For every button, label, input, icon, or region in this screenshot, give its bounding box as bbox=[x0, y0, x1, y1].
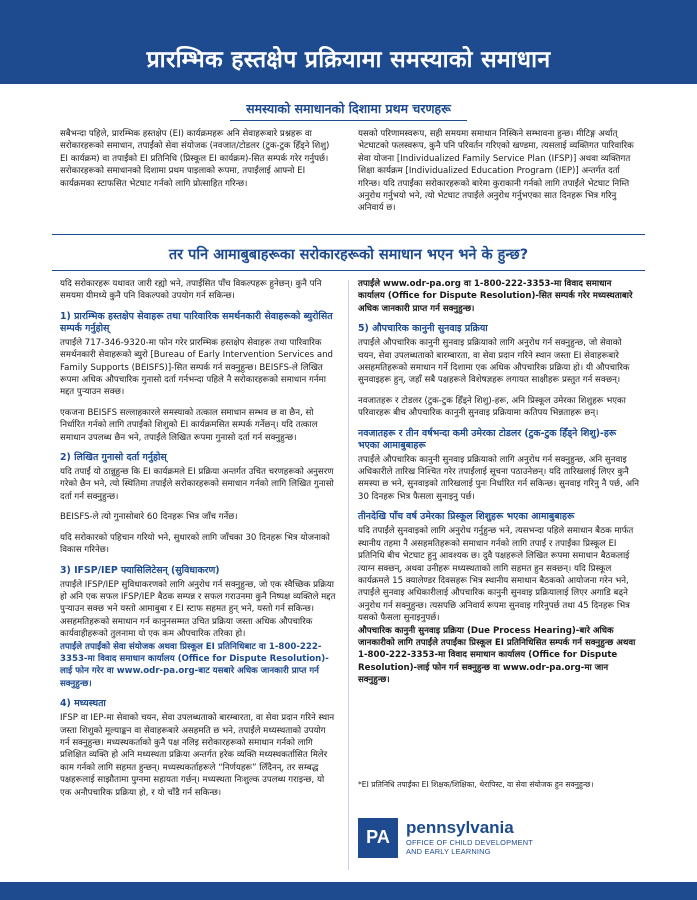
infant-toddler-heading: नवजातहरू र तीन वर्षभन्दा कमी उमेरका टोडलर (टुक-टुक हिँड्ने शिशु)-हरू भएका आमाबुबाहरू bbox=[358, 427, 617, 451]
preschool-text: यदि तपाईंले सुनवाइको लागि अनुरोध गर्नुहुन्छ भने, त्यसभन्दा पहिले समाधान बैठक मार्फत स्थानीय तहमा नै असहमतिहरूको समाधान गर्नको लागि तपाईं र तपाईंका प्रिस्कूल EI प्रतिनिधि बीच भेटघाट हुनु आवश्यक छ। दुवै पक्षहरूले लिखित रूपमा समाधान बैठकलाई त्याग्न सक्छन्, अथवा उनीहरू मध्यस्थताको लागि सहमत हुन सक्छन्। यदि प्रिस्कूल कार्यक्रमले 15 क्यालेण्डर दिवसहरू भित्र स्थानीय समाधान बैठकको आयोजना गरेन भने, तपाईंले सुनवाइ अधिकारीलाई औपचारिक कानुनी सुनवाइ प्रक्रियालाई लिएर अगाडि बढ्ने अनुरोध गर्न सक्नुहुन्छ। त्यसपछि अनिवार्य रूपमा सुनवाइ गरिनुपर्छ तथा 45 दिनहरू भित्र यसको फैसला सुनाइनुपर्छ। bbox=[358, 526, 634, 624]
section2-left bbox=[60, 278, 336, 807]
divider bbox=[52, 234, 645, 235]
mediation-contact: तपाईंले www.odr-pa.org वा 1-800-222-3353-मा विवाद समाधान कार्यालय (Office for Dispute Resolution)-सित सम्पर्क गरेर मध्यस्थताबारे अधिक जानकारी प्राप्त गर्न सक्नुहुन्छ। bbox=[358, 279, 633, 314]
option3-text: तपाईंले IFSP/IEP सुविधाकरणको लागि अनुरोध गर्न सक्नुहुन्छ, जो एक स्वैच्छिक प्रक्रिया हो अनि एक सफल IFSP/IEP बैठक सम्पन्न र सफल गराउनमा कुनै निष्पक्ष व्यक्तिले मद्दत पुऱ्याउन सक्छ भने यस्तो आमाबुबा र EI स्टाफ सहमत हुन् भने, यस्तो गर्न सकिन्छ। असहमतिहरूको समाधान गर्न कानुनसम्मत उचित प्रक्रिया जस्ता अधिक औपचारिक कार्यवाहीहरूको तुलनामा यो एक कम औपचारिक तरिका हो। bbox=[60, 579, 336, 640]
option4-heading: 4) मध्यस्थता bbox=[60, 698, 106, 710]
due-process-contact: औपचारिक कानुनी सुनवाइ प्रक्रिया (Due Process Hearing)-बारे अधिक जानकारीको लागि तपाईंले तपाईंका प्रिस्कूल EI प्रतिनिधिसित सम्पर्क गर्न सक्नुहुन्छ अथवा 1-800-222-3353-मा विवाद समाधान कार्यालय (Office for Dispute Resolution)-लाई फोन गर्न सक्नुहुन्छ वा www.odr-pa.org-मा जान सक्नुहुन्छ। bbox=[358, 625, 636, 686]
logo-office: OFFICE OF CHILD DEVELOPMENT AND EARLY LEARNING bbox=[406, 838, 533, 856]
infant-toddler-text: तपाईंले औपचारिक कानुनी सुनवाइ प्रक्रियाको लागि अनुरोध गर्न सक्नुहुन्छ, अनि सुनवाइ अधिकारीले तारिख निश्चित गरेर तपाईंलाई सूचना पठाउनेछन्। यदि तारिखलाई लिएर कुनै समस्या छ भने, सुनवाइको तारिखलाई पुनः निर्धारित गर्न सकिन्छ। सुनवाइ गरिनु नै पर्छ, अनि 30 दिनहरू भित्र फैसला सुनाइनु पर्छ। bbox=[358, 454, 640, 502]
option1-heading: 1) प्रारम्भिक हस्तक्षेप सेवाहरू तथा पारिवारिक समर्थनकारी सेवाहरूको ब्युरोसित सम्पर्क गर्नुहोस् bbox=[60, 310, 333, 334]
footnote: *EI प्रतिनिधि तपाईंका EI शिक्षक/शिक्षिका, थेरापिस्ट, वा सेवा संयोजक हुन सक्नुहुन्छ। bbox=[358, 780, 594, 789]
page-title: प्रारम्भिक हस्तक्षेप प्रक्रियामा समस्याको समाधान bbox=[146, 47, 551, 73]
divider bbox=[52, 270, 645, 271]
option4-text: IFSP वा IEP-मा सेवाको चयन, सेवा उपलब्धताको बारम्बारता, वा सेवा प्रदान गरिने स्थान जस्ता शिशुको मूल्याङ्कन वा सेवाहरूबारे असहमति छ भने, तपाईंले मध्यस्थताको उपयोग गर्न सक्नुहुन्छ। मध्यस्थकर्ताको कुनै पक्ष नलिइ सरोकारहरूको समाधान गर्नको लागि प्रशिक्षित व्यक्ति हो अनि मध्यस्थता प्रक्रिया अन्तर्गत हरेक व्यक्ति मध्यस्थकर्तासित मिलेर काम गर्नको लागि सहमत हुन्छन्। मध्यस्थकर्ताहरूले “निर्णयहरू” लिँदैनन्, तर सम्बद्ध पक्षहरूलाई साझौतामा पुग्नमा सहायता गर्छन्। मध्यस्थता निःशुल्क उपलब्ध गराइन्छ, यो एक अनौपचारिक प्रक्रिया हो, र यो चाँडै गर्न सकिन्छ। bbox=[60, 713, 335, 798]
pa-logo bbox=[358, 818, 658, 858]
option5-text-2: नवजातहरू र टोडलर (टुक-टुक हिँड्ने शिशु)-हरू, अनि प्रिस्कूल उमेरका शिशुहरू भएका परिवारहरू बीच औपचारिक कानुनी सुनवाइ प्रक्रियामा कतिपय भिन्नताहरू छन्। bbox=[358, 395, 626, 419]
option1-text-2: एकजना BEISFS सल्लाहकारले समस्याको तत्काल समाधान सम्भव छ वा छैन, सो निर्धारित गर्नको लागि तपाईंको शिशुको EI कार्यक्रमसित सम्पर्क गर्नेछन्। यदि तत्काल समाधान उपलब्ध छैन भने, तपाईंले लिखित रूपमा गुनासो दर्ता गर्न सक्नुहुन्छ। bbox=[60, 407, 318, 443]
section1-heading: समस्याको समाधानको दिशामा प्रथम चरणहरू bbox=[0, 100, 697, 121]
option2-text-3: यदि सरोकारको पहिचान गरियो भने, सुधारको लागि जाँचका 30 दिनहरू भित्र योजनाको विकास गरिनेछ। bbox=[60, 532, 330, 556]
option2-text: यदि तपाईं यो ठान्नुहुन्छ कि EI कार्यक्रमले EI प्रक्रिया अन्तर्गत उचित चरणहरूको अनुसरण गरेको छैन भने, त्यो स्थितिमा तपाईंले सरोकारहरूको समाधान गर्नको लागि लिखित गुनासो दर्ता गर्न सक्नुहुन्छ। bbox=[60, 467, 334, 502]
option2-text-2: BEISFS-ले त्यो गुनासोबारे 60 दिनहरू भित्र जाँच गर्नेछ। bbox=[60, 512, 238, 523]
option3-heading: 3) IFSP/IEP फ्यासिलिटेसन् (सुविधाकरण) bbox=[60, 564, 220, 576]
section2-heading: तर पनि आमाबुबाहरूका सरोकारहरूको समाधान भएन भने के हुन्छ? bbox=[168, 247, 529, 263]
option5-text: तपाईंले औपचारिक कानुनी सुनवाइ प्रक्रियाको लागि अनुरोध गर्न सक्नुहुन्छ, जो सेवाको चयन, सेवा उपलब्धताको बारम्बारता, वा सेवा प्रदान गरिने स्थान जस्ता EI सेवाहरूबारे असहमतिहरूको समाधान गर्ने दिशामा एक अधिक औपचारिक प्रक्रिया हो। यी औपचारिक सुनवाइहरू हुन्, जहाँ सबै पक्षहरूले विशेषज्ञहरू लगायत साक्षीहरू प्रस्तुत गर्न सक्छन्। bbox=[358, 338, 630, 386]
option2-heading: 2) लिखित गुनासो दर्ता गर्नुहोस् bbox=[60, 452, 167, 464]
section1-left bbox=[60, 128, 336, 198]
section2-right bbox=[358, 278, 640, 695]
title-banner bbox=[0, 0, 697, 84]
logo-name: pennsylvania bbox=[406, 818, 514, 837]
footer-bar bbox=[0, 882, 697, 900]
section1-right-text: यसको परिणामस्वरूप, सही समयमा समाधान निस्किने सम्भावना हुन्छ। मीटिङ्ग अर्थात् भेटघाटको फलस्वरूप, कुनै पनि परिवर्तन गरिएको खण्डमा, त्यसलाई व्यक्तिगत पारिवारिक सेवा योजना [Individualized Family Service Plan (IFSP)] अथवा व्यक्तिगत शिक्षा कार्यक्रम [Individualized Education Program (IEP)] अन्तर्गत दर्ता गरिन्छ। यदि तपाईंका सरोकारहरूको बारेमा कुराकानी गर्नको लागि तपाईंले भेटघाट निम्ति अनुरोध गर्नुभयो भने, त्यो भेटघाट तपाईंले अनुरोध गर्नुभएका सात दिनहरू भित्र गरिनु अनिवार्य छ। bbox=[358, 129, 634, 214]
pa-keystone-icon: PA bbox=[358, 818, 398, 858]
column-divider bbox=[348, 280, 349, 870]
section1-right bbox=[358, 128, 640, 223]
option3-contact: तपाईंले तपाईंको सेवा संयोजक अथवा प्रिस्कूल EI प्रतिनिधिबाट वा 1-800-222-3353-मा विवाद समाधान कार्यालय (Office for Dispute Resolution)-लाई फोन गरेर वा www.odr-pa.org-बाट यसबारे अधिक जानकारी प्राप्त गर्न सक्नुहुन्छ। bbox=[60, 641, 329, 689]
option1-text: तपाईंले 717-346-9320-मा फोन गरेर प्रारम्भिक हस्तक्षेप सेवाहरू तथा पारिवारिक समर्थनकारी सेवाहरूको ब्युरो [Bureau of Early Intervention Services and Family Supports (BEISFS)]-सित सम्पर्क गर्न सक्नुहुन्छ। BEISFS-ले लिखित रूपमा अधिक औपचारिक गुनासो दर्ता गर्नभन्दा पहिले नै सरोकारहरूको समाधान गर्नमा मद्दत पुऱ्याउन सक्छ। bbox=[60, 337, 333, 398]
preschool-heading: तीनदेखि पाँच वर्ष उमेरका प्रिस्कूल शिशुहरू भएका आमाबुबाहरू bbox=[358, 511, 575, 523]
section1-left-text: सबैभन्दा पहिले, प्रारम्भिक हस्तक्षेप (EI) कार्यक्रमहरू अनि सेवाहरूबारे प्रश्नहरू वा सरोकारहरूको समाधान, तपाईंको सेवा संयोजक (नवजात/टोडलर (टुक-टुक हिँड्ने शिशु) EI कार्यक्रम) वा तपाईंको EI प्रतिनिधि (प्रिस्कूल EI कार्यक्रम)-सित सम्पर्क गरेर गर्नुपर्छ। सरोकारहरूको समाधानको दिशामा प्रथम पाइलाको रूपमा, तपाईंलाई आफ्नो EI कार्यक्रमका स्टाफसित भेटघाट गर्नको लागि प्रोत्साहित गरिन्छ। bbox=[60, 129, 330, 189]
option5-heading: 5) औपचारिक कानुनी सुनवाइ प्रक्रिया bbox=[358, 323, 488, 335]
intro-text: यदि सरोकारहरू यथावत जारी रह्यो भने, तपाईंसित पाँच विकल्पहरू हुनेछन्। कुनै पनि समयमा यीमध्ये कुनै पनि विकल्पको उपयोग गर्न सकिन्छ। bbox=[60, 279, 322, 302]
